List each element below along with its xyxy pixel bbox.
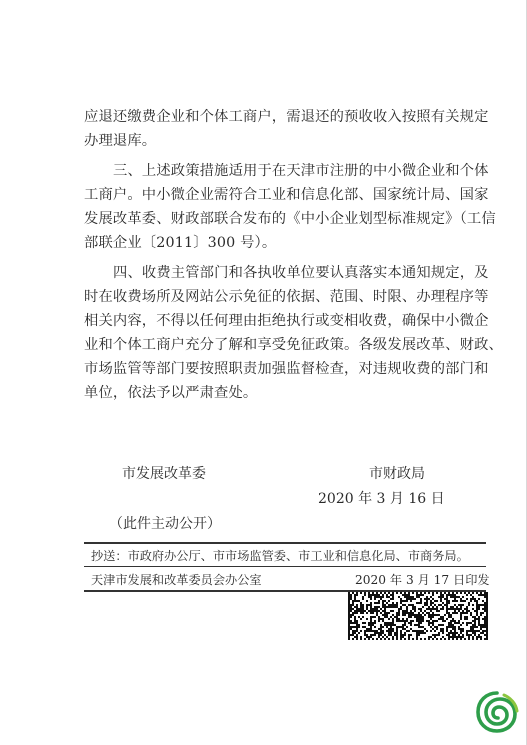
footer-rule-middle [84, 566, 486, 567]
body-line-8: 时在收费场所及网站公示免征的依据、范围、时限、办理程序等 [84, 289, 489, 305]
body-line-3: 三、上述政策措施适用于在天津市注册的中小微企业和个体 [113, 163, 489, 179]
cc-line [91, 547, 469, 564]
body-line-7: 四、收费主管部门和各执收单位要认真落实本通知规定，及 [113, 265, 489, 281]
body-line-1: 应退还缴费企业和个体工商户，需退还的预收收入按照有关规定 [84, 109, 489, 125]
body-line-2: 办理退库。 [84, 133, 157, 149]
cc-label: 抄送： [91, 549, 128, 563]
body-line-10: 业和个体工商户充分了解和享受免征政策。各级发展改革、财政、 [84, 337, 503, 353]
signer-finance: 市财政局 [369, 466, 425, 482]
logo-icon [474, 689, 520, 735]
body-line-6: 部联企业〔2011〕300 号）。 [84, 235, 277, 251]
body-line-9: 相关内容，不得以任何理由拒绝执行或变相收费，确保中小微企 [84, 313, 489, 329]
barcode-image [348, 592, 488, 640]
cc-text: 市政府办公厅、市市场监管委、市工业和信息化局、市商务局。 [127, 549, 469, 563]
signature-date: 2020 年 3 月 16 日 [318, 491, 445, 507]
signer-ndrc: 市发展改革委 [122, 466, 206, 482]
print-date: 2020 年 3 月 17 日印发 [355, 573, 490, 587]
body-line-4: 工商户。中小微企业需符合工业和信息化部、国家统计局、国家 [84, 187, 489, 203]
footer-rule-top [84, 542, 486, 544]
issuer-office: 天津市发展和改革委员会办公室 [91, 573, 262, 587]
body-line-11: 市场监管等部门要按照职责加强监督检查，对违规收费的部门和 [84, 361, 489, 377]
body-line-12: 单位，依法予以严肃查处。 [84, 385, 258, 401]
disclosure-note: （此件主动公开） [109, 516, 221, 532]
body-line-5: 发展改革委、财政部联合发布的《中小企业划型标准规定》（工信 [84, 211, 496, 227]
